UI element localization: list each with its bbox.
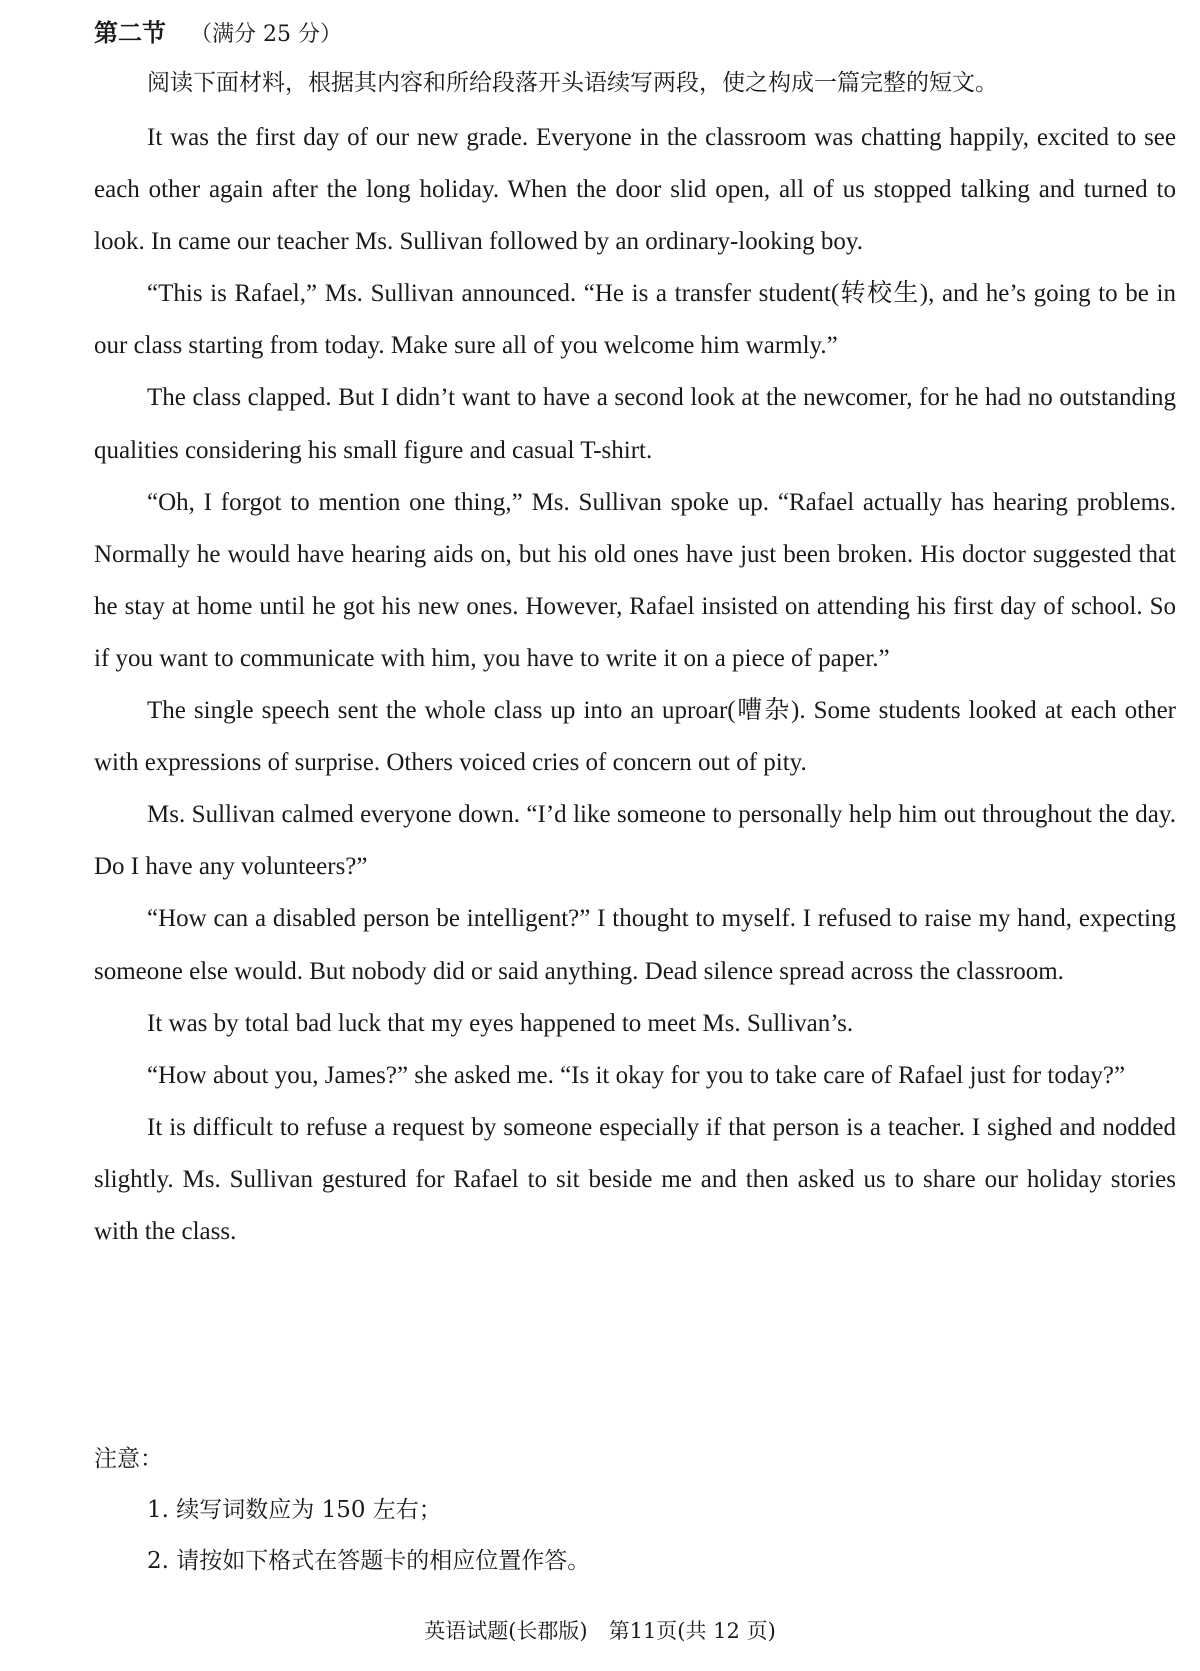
note-item: 2. 请按如下格式在答题卡的相应位置作答。 <box>147 1548 591 1574</box>
passage-paragraph: “This is Rafael,” Ms. Sullivan announced. “He is a transfer student(转校生), and he’s going to be in our class starting from today. Make sure all of you welcome him warmly.” <box>94 280 1176 360</box>
notes-section <box>94 1434 1176 1587</box>
passage-paragraph: Ms. Sullivan calmed everyone down. “I’d like someone to personally help him out throughout the day. Do I have any volunteers?” <box>94 801 1176 881</box>
section-title: 第二节 <box>94 18 166 47</box>
passage-paragraph: It was by total bad luck that my eyes happened to meet Ms. Sullivan’s. <box>147 1009 854 1037</box>
page-footer: 英语试题(长郡版) 第11页(共 12 页) <box>424 1619 776 1643</box>
passage-paragraph: “Oh, I forgot to mention one thing,” Ms. Sullivan spoke up. “Rafael actually has hearing problems. Normally he would have hearing aids on, but his old ones have just been broken. His doctor suggested that he stay at home until he got his new ones. However, Rafael insisted on attending his first day of school. So if you want to communicate with him, you have to write it on a piece of paper.” <box>94 488 1176 672</box>
passage <box>94 112 1176 1258</box>
passage-paragraph: The single speech sent the whole class up into an uproar(嘈杂). Some students looked at each other with expressions of surprise. Others voiced cries of concern out of pity. <box>94 697 1176 777</box>
passage-paragraph: The class clapped. But I didn’t want to have a second look at the newcomer, for he had no outstanding qualities considering his small figure and casual T-shirt. <box>94 384 1176 464</box>
task-instruction: 阅读下面材料，根据其内容和所给段落开头语续写两段，使之构成一篇完整的短文。 <box>147 70 998 96</box>
passage-paragraph: “How can a disabled person be intelligent?” I thought to myself. I refused to raise my hand, expecting someone else would. But nobody did or said anything. Dead silence spread across the classroom. <box>94 905 1176 985</box>
section-header <box>94 16 342 52</box>
passage-paragraph: It is difficult to refuse a request by someone especially if that person is a teacher. I sighed and nodded slightly. Ms. Sullivan gestured for Rafael to sit beside me and then asked us to share our holiday stories with the class. <box>94 1113 1176 1245</box>
score-note: （满分 25 分） <box>190 22 342 47</box>
notes-title: 注意： <box>94 1446 163 1472</box>
passage-paragraph: It was the first day of our new grade. Everyone in the classroom was chatting happily, excited to see each other again after the long holiday. When the door slid open, all of us stopped talking and turned to look. In came our teacher Ms. Sullivan followed by an ordinary-looking boy. <box>94 124 1176 256</box>
passage-paragraph: “How about you, James?” she asked me. “Is it okay for you to take care of Rafael just for today?” <box>147 1061 1126 1089</box>
note-item: 1. 续写词数应为 150 左右； <box>147 1497 442 1523</box>
